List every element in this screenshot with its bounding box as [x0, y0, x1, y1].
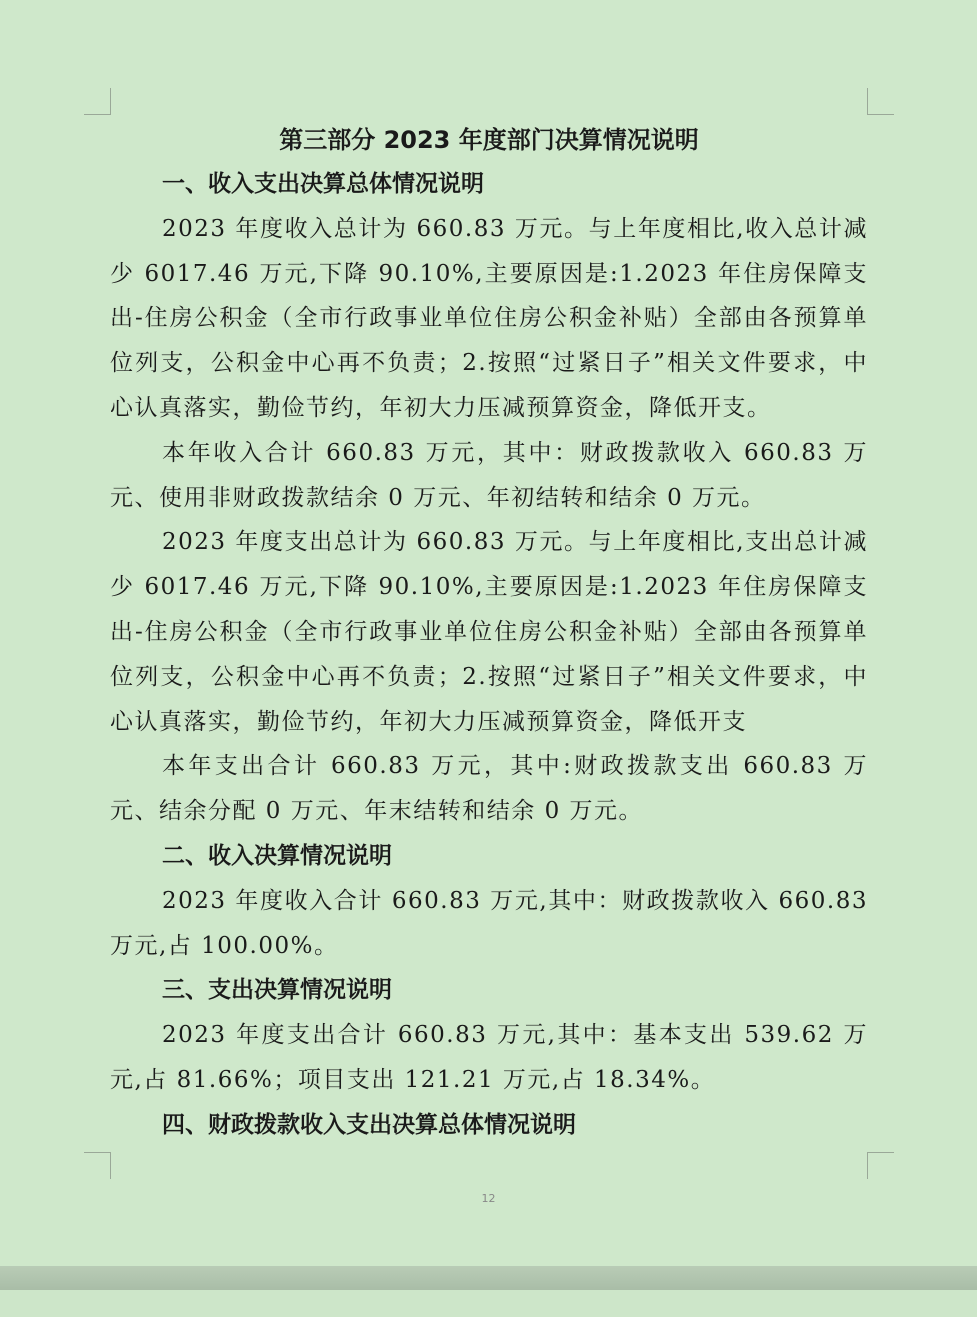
page-separator-band: [0, 1266, 977, 1290]
paragraph-income-detail: 2023 年度收入合计 660.83 万元,其中：财政拨款收入 660.83 万元,占 100.00%。: [110, 887, 868, 959]
crop-mark-bottom-right: [867, 1152, 894, 1179]
section-heading-1: 一、收入支出决算总体情况说明: [162, 171, 484, 197]
paragraph-expense-sum: 本年支出合计 660.83 万元，其中:财政拨款支出 660.83 万元、结余分配 0 万元、年末结转和结余 0 万元。: [110, 753, 868, 825]
section-heading-3: 三、支出决算情况说明: [162, 977, 392, 1004]
section-heading-2: 二、收入决算情况说明: [162, 842, 392, 869]
page-number: 12: [481, 1192, 496, 1205]
paragraph-income-total: 2023 年度收入总计为 660.83 万元。与上年度相比,收入总计减少 6017.46 万元,下降 90.10%,主要原因是:1.2023 年住房保障支出-住房公积金（全市行政事业单位住房公积金补贴）全部由各预算单位列支，公积金中心再不负责；2.按照“过紧日子”相关文件要求，中心认真落实，勤俭节约，年初大力压减预算资金，降低开支。: [110, 215, 868, 421]
section-heading-4: 四、财政拨款收入支出决算总体情况说明: [162, 1111, 576, 1138]
next-page-edge: [0, 1290, 977, 1317]
page-content: [110, 118, 868, 1148]
paragraph-income-sum: 本年收入合计 660.83 万元，其中：财政拨款收入 660.83 万元、使用非财政拨款结余 0 万元、年初结转和结余 0 万元。: [110, 439, 868, 511]
crop-mark-bottom-left: [84, 1152, 111, 1179]
crop-mark-top-right: [867, 88, 894, 115]
paragraph-expense-total: 2023 年度支出总计为 660.83 万元。与上年度相比,支出总计减少 6017.46 万元,下降 90.10%,主要原因是:1.2023 年住房保障支出-住房公积金（全市行政事业单位住房公积金补贴）全部由各预算单位列支，公积金中心再不负责；2.按照“过紧日子”相关文件要求，中心认真落实，勤俭节约，年初大力压减预算资金，降低开支: [110, 529, 868, 735]
paragraph-expense-detail: 2023 年度支出合计 660.83 万元,其中：基本支出 539.62 万元,占 81.66%；项目支出 121.21 万元,占 18.34%。: [110, 1022, 868, 1093]
page-title: 第三部分 2023 年度部门决算情况说明: [279, 126, 699, 154]
crop-mark-top-left: [84, 88, 111, 115]
